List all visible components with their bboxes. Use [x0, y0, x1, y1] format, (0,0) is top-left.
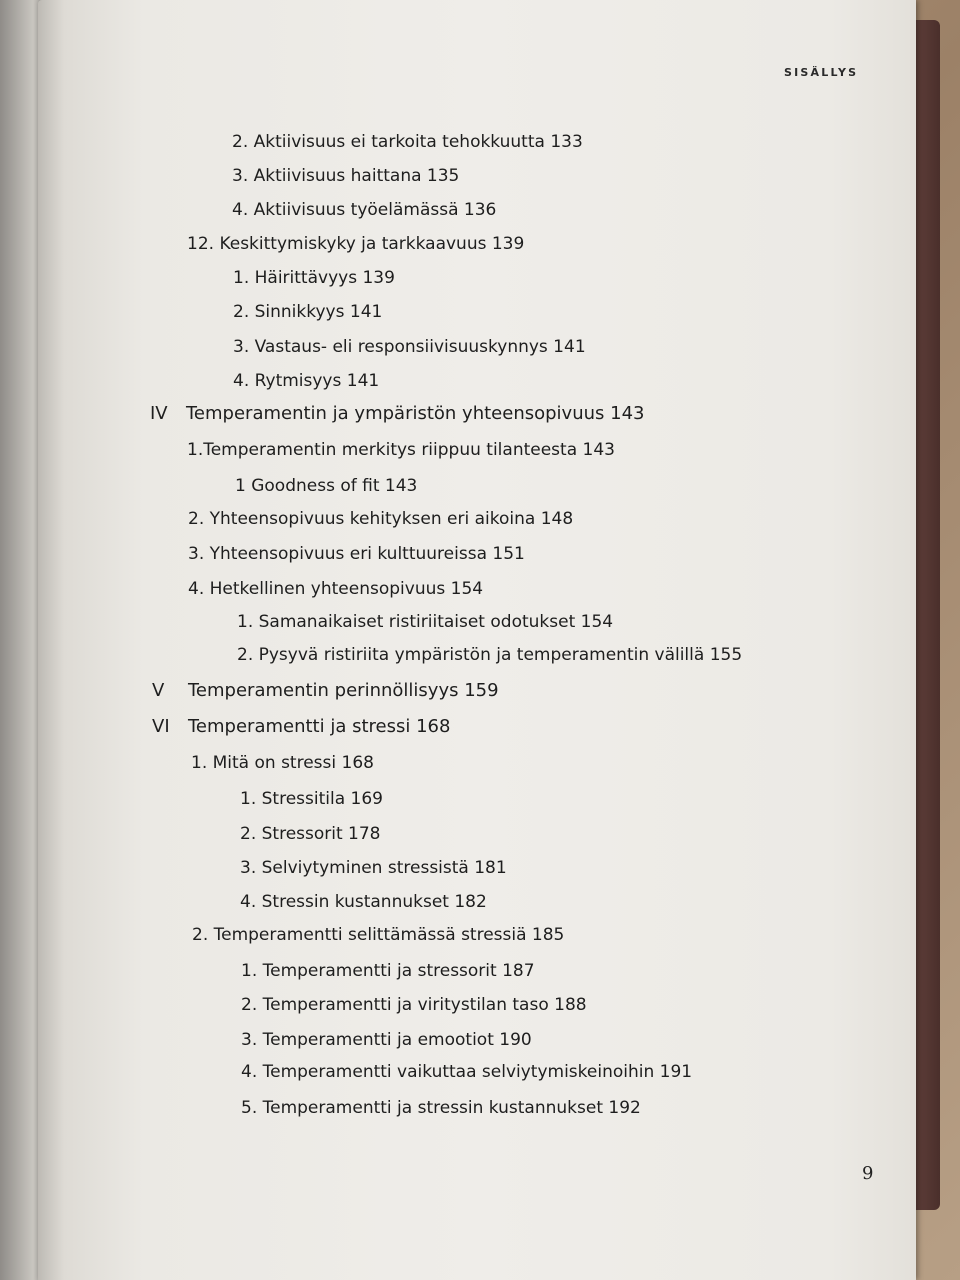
section-numeral: V	[152, 680, 165, 701]
toc-entry: 4. Rytmisyys 141	[233, 371, 380, 391]
toc-section-entry: IV Temperamentin ja ympäristön yhteensopivuus 143	[150, 403, 645, 424]
toc-entry: 2. Temperamentti ja viritystilan taso 188	[241, 995, 587, 1015]
toc-entry: 1 Goodness of fit 143	[235, 476, 418, 496]
toc-entry: 4. Temperamentti vaikuttaa selviytymiskeinoihin 191	[241, 1062, 693, 1082]
toc-entry: 2. Sinnikkyys 141	[233, 302, 383, 322]
toc-entry: 3. Temperamentti ja emootiot 190	[241, 1030, 532, 1050]
toc-entry: 1. Stressitila 169	[240, 789, 383, 809]
toc-entry: 2. Aktiivisuus ei tarkoita tehokkuutta 133	[232, 132, 583, 152]
toc-entry: 3. Vastaus- eli responsiivisuuskynnys 141	[233, 337, 586, 357]
page-number: 9	[862, 1163, 874, 1184]
toc-entry: 1. Samanaikaiset ristiriitaiset odotukset 154	[237, 612, 614, 632]
toc-entry: 4. Hetkellinen yhteensopivuus 154	[188, 579, 484, 599]
toc-entry: 4. Aktiivisuus työelämässä 136	[232, 200, 497, 220]
section-numeral: IV	[150, 403, 168, 424]
toc-entry: 5. Temperamentti ja stressin kustannukset 192	[241, 1098, 641, 1118]
toc-entry: 2. Pysyvä ristiriita ympäristön ja temperamentin välillä 155	[237, 645, 743, 665]
toc-entry: 12. Keskittymiskyky ja tarkkaavuus 139	[187, 234, 525, 254]
toc-section-entry: VI Temperamentti ja stressi 168	[152, 716, 451, 737]
section-numeral: VI	[152, 716, 170, 737]
toc-entry: 3. Selviytyminen stressistä 181	[240, 858, 507, 878]
toc-entry: 3. Yhteensopivuus eri kulttuureissa 151	[188, 544, 525, 564]
book-page	[38, 0, 916, 1280]
toc-entry: 1. Temperamentti ja stressorit 187	[241, 961, 535, 981]
toc-entry: 1. Häirittävyys 139	[233, 268, 395, 288]
toc-entry: 2. Temperamentti selittämässä stressiä 185	[192, 925, 565, 945]
toc-entry: 1.Temperamentin merkitys riippuu tilanteesta 143	[187, 440, 615, 460]
toc-entry: 4. Stressin kustannukset 182	[240, 892, 487, 912]
toc-entry: 2. Stressorit 178	[240, 824, 381, 844]
toc-entry: 3. Aktiivisuus haittana 135	[232, 166, 460, 186]
running-header: SISÄLLYS	[784, 66, 859, 79]
toc-entry: 1. Mitä on stressi 168	[191, 753, 374, 773]
toc-entry: 2. Yhteensopivuus kehityksen eri aikoina 148	[188, 509, 574, 529]
toc-section-entry: V Temperamentin perinnöllisyys 159	[152, 680, 499, 701]
